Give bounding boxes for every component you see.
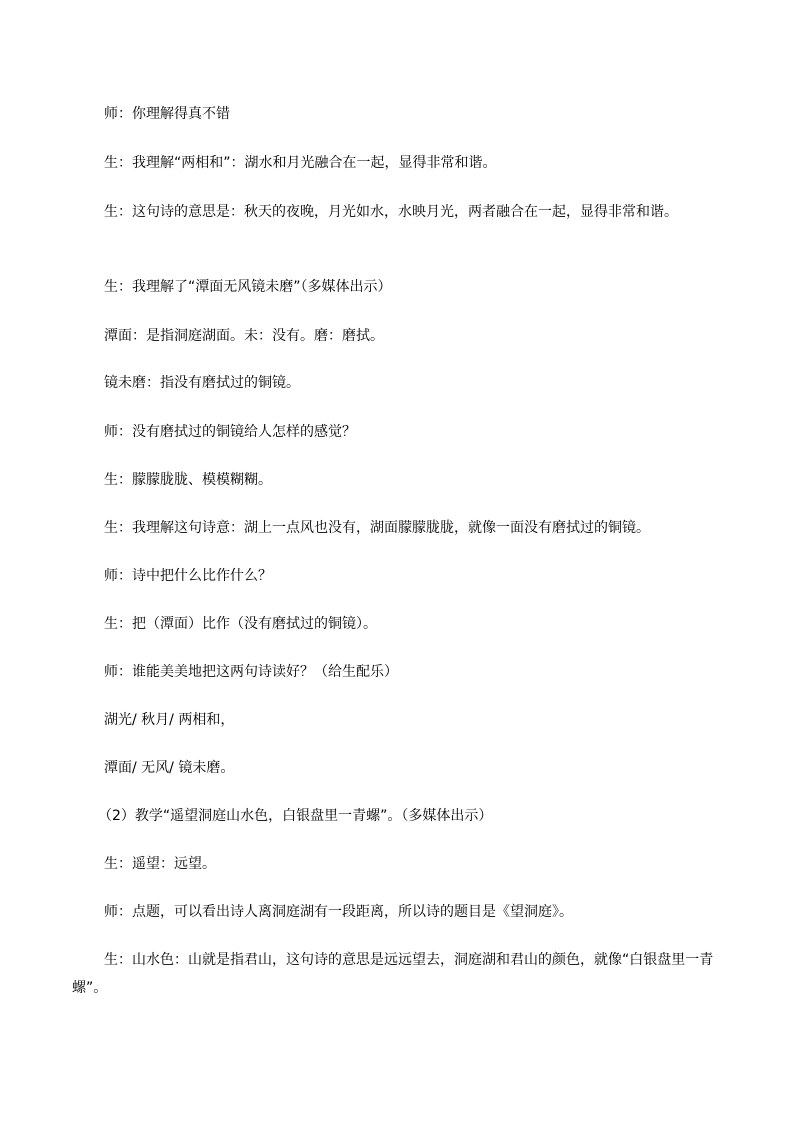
paragraph-3: 生：这句诗的意思是：秋天的夜晚，月光如水，水映月光，两者融合在一起，显得非常和谐。 <box>104 204 678 220</box>
paragraph-8: 生：朦朦胧胧、模模糊糊。 <box>104 472 272 488</box>
paragraph-7: 师：没有磨拭过的铜镜给人怎样的感觉？ <box>104 424 356 440</box>
paragraph-12: 师：谁能美美地把这两句诗读好？（给生配乐） <box>104 664 398 680</box>
paragraph-15: （2）教学“遥望洞庭山水色，白银盘里一青螺”。（多媒体出示） <box>98 808 493 824</box>
paragraph-18: 生：山水色：山就是指君山，这句诗的意思是远远望去，洞庭湖和君山的颜色，就像“白银盘里一青螺”。 <box>72 952 714 996</box>
paragraph-13: 湖光/ 秋月/ 两相和， <box>104 712 235 728</box>
paragraph-1: 师：你理解得真不错 <box>104 106 230 122</box>
paragraph-14: 潭面/ 无风/ 镜未磨。 <box>104 760 235 776</box>
paragraph-11: 生：把（潭面）比作（没有磨拭过的铜镜）。 <box>104 616 377 632</box>
paragraph-17: 师：点题，可以看出诗人离洞庭湖有一段距离，所以诗的题目是《望洞庭》。 <box>104 904 573 920</box>
paragraph-9: 生：我理解这句诗意：湖上一点风也没有，湖面朦朦胧胧，就像一面没有磨拭过的铜镜。 <box>104 520 650 536</box>
paragraph-2: 生：我理解“两相和”：湖水和月光融合在一起，显得非常和谐。 <box>104 155 497 171</box>
paragraph-4: 生：我理解了“潭面无风镜未磨”（多媒体出示） <box>104 279 392 295</box>
paragraph-6: 镜未磨：指没有磨拭过的铜镜。 <box>104 375 300 391</box>
paragraph-10: 师：诗中把什么比作什么？ <box>104 568 272 584</box>
paragraph-16: 生：遥望：远望。 <box>104 856 216 872</box>
paragraph-5: 潭面：是指洞庭湖面。未：没有。磨：磨拭。 <box>104 328 384 344</box>
